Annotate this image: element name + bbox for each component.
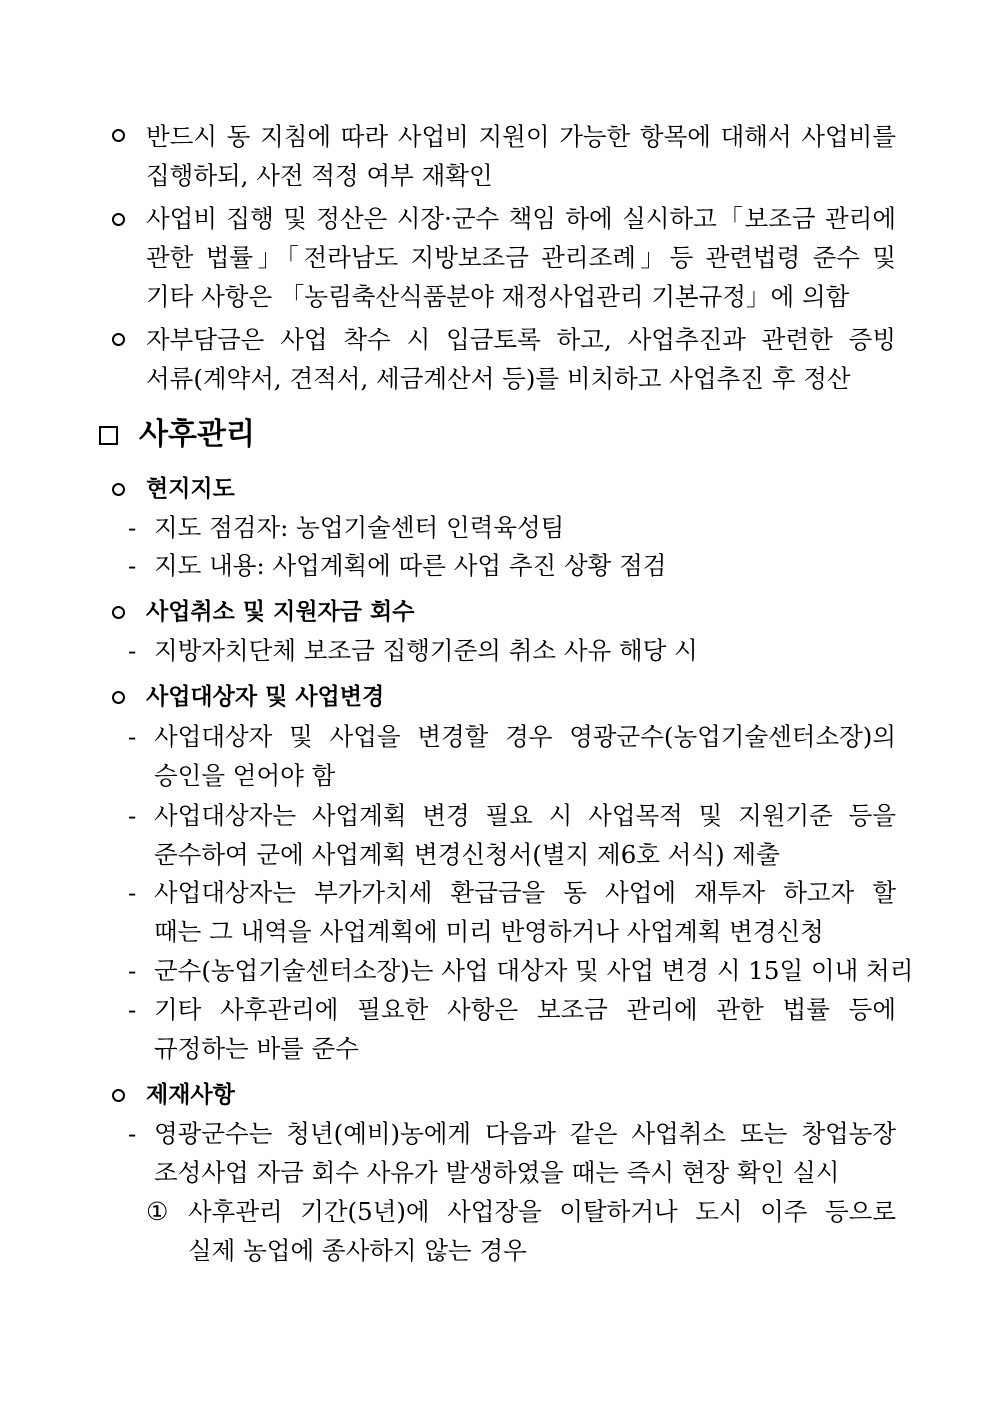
text-line: 기타 사후관리에 필요한 사항은 보조금 관리에 관한 법률 등에 <box>154 995 896 1024</box>
text-line: 사후관리 기간(5년)에 사업장을 이탈하거나 도시 이주 등으로 <box>188 1197 896 1226</box>
dash-marker: - <box>128 722 137 751</box>
paragraph-item <box>146 117 896 195</box>
bullet-circle-icon <box>112 129 125 142</box>
list-item <box>154 508 896 547</box>
list-item <box>154 1114 896 1192</box>
text-line: 집행하되, 사전 적정 여부 재확인 <box>146 161 493 190</box>
subsection-title: 현지지도 <box>146 476 235 502</box>
list-item <box>154 631 896 670</box>
list-item <box>154 873 896 951</box>
dash-marker: - <box>128 1119 137 1148</box>
list-item <box>154 546 896 585</box>
dash-marker: - <box>128 956 137 985</box>
text-line: 실제 농업에 종사하지 않는 경우 <box>188 1236 527 1265</box>
text-line: 승인을 얻어야 함 <box>154 761 336 790</box>
list-item <box>154 951 914 990</box>
bullet-circle-icon <box>112 1089 125 1102</box>
text-line: 기타 사항은 「농림축산식품분야 재정사업관리 기본규정」에 의함 <box>146 282 850 311</box>
subsection-title: 제재사항 <box>146 1082 235 1108</box>
bullet-circle-icon <box>112 213 125 226</box>
list-item <box>154 990 896 1068</box>
paragraph-item <box>146 199 896 316</box>
numbered-item <box>188 1192 896 1270</box>
list-item <box>154 796 896 874</box>
square-heading-icon <box>99 426 118 445</box>
text-line: 사업대상자는 사업계획 변경 필요 시 사업목적 및 지원기준 등을 <box>154 801 896 830</box>
bullet-circle-icon <box>112 483 125 496</box>
subsection-title: 사업취소 및 지원자금 회수 <box>146 599 415 625</box>
text-line: 때는 그 내역을 사업계획에 미리 반영하거나 사업계획 변경신청 <box>154 917 824 946</box>
text-line: 지도 점검자: 농업기술센터 인력육성팀 <box>154 513 565 542</box>
text-line: 조성사업 자금 회수 사유가 발생하였을 때는 즉시 현장 확인 실시 <box>154 1158 840 1187</box>
text-line: 관한 법률」「전라남도 지방보조금 관리조례」등 관련법령 준수 및 <box>146 243 896 272</box>
dash-marker: - <box>128 551 137 580</box>
bullet-circle-icon <box>112 691 125 704</box>
paragraph-item <box>146 320 896 398</box>
text-line: 사업비 집행 및 정산은 시장·군수 책임 하에 실시하고「보조금 관리에 <box>146 204 896 233</box>
bullet-circle-icon <box>112 333 125 346</box>
text-line: 준수하여 군에 사업계획 변경신청서(별지 제6호 서식) 제출 <box>154 840 780 869</box>
text-line: 사업대상자 및 사업을 변경할 경우 영광군수(농업기술센터소장)의 <box>154 722 896 751</box>
list-item <box>154 717 896 795</box>
dash-marker: - <box>128 878 137 907</box>
text-line: 반드시 동 지침에 따라 사업비 지원이 가능한 항목에 대해서 사업비를 <box>146 122 896 151</box>
text-line: 지도 내용: 사업계획에 따른 사업 추진 상황 점검 <box>154 551 667 580</box>
text-line: 규정하는 바를 준수 <box>154 1034 359 1063</box>
text-line: 자부담금은 사업 착수 시 입금토록 하고, 사업추진과 관련한 증빙 <box>146 325 896 354</box>
text-line: 사업대상자는 부가가치세 환급금을 동 사업에 재투자 하고자 할 <box>154 878 896 907</box>
dash-marker: - <box>128 513 137 542</box>
text-line: 영광군수는 청년(예비)농에게 다음과 같은 사업취소 또는 창업농장 <box>154 1119 896 1148</box>
numbered-marker: ① <box>146 1197 169 1226</box>
dash-marker: - <box>128 995 137 1024</box>
dash-marker: - <box>128 636 137 665</box>
section-title: 사후관리 <box>139 417 255 452</box>
text-line: 군수(농업기술센터소장)는 사업 대상자 및 사업 변경 시 15일 이내 처리 <box>154 956 914 985</box>
bullet-circle-icon <box>112 606 125 619</box>
text-line: 지방자치단체 보조금 집행기준의 취소 사유 해당 시 <box>154 636 698 665</box>
subsection-title: 사업대상자 및 사업변경 <box>146 684 385 710</box>
text-line: 서류(계약서, 견적서, 세금계산서 등)를 비치하고 사업추진 후 정산 <box>146 364 851 393</box>
dash-marker: - <box>128 801 137 830</box>
